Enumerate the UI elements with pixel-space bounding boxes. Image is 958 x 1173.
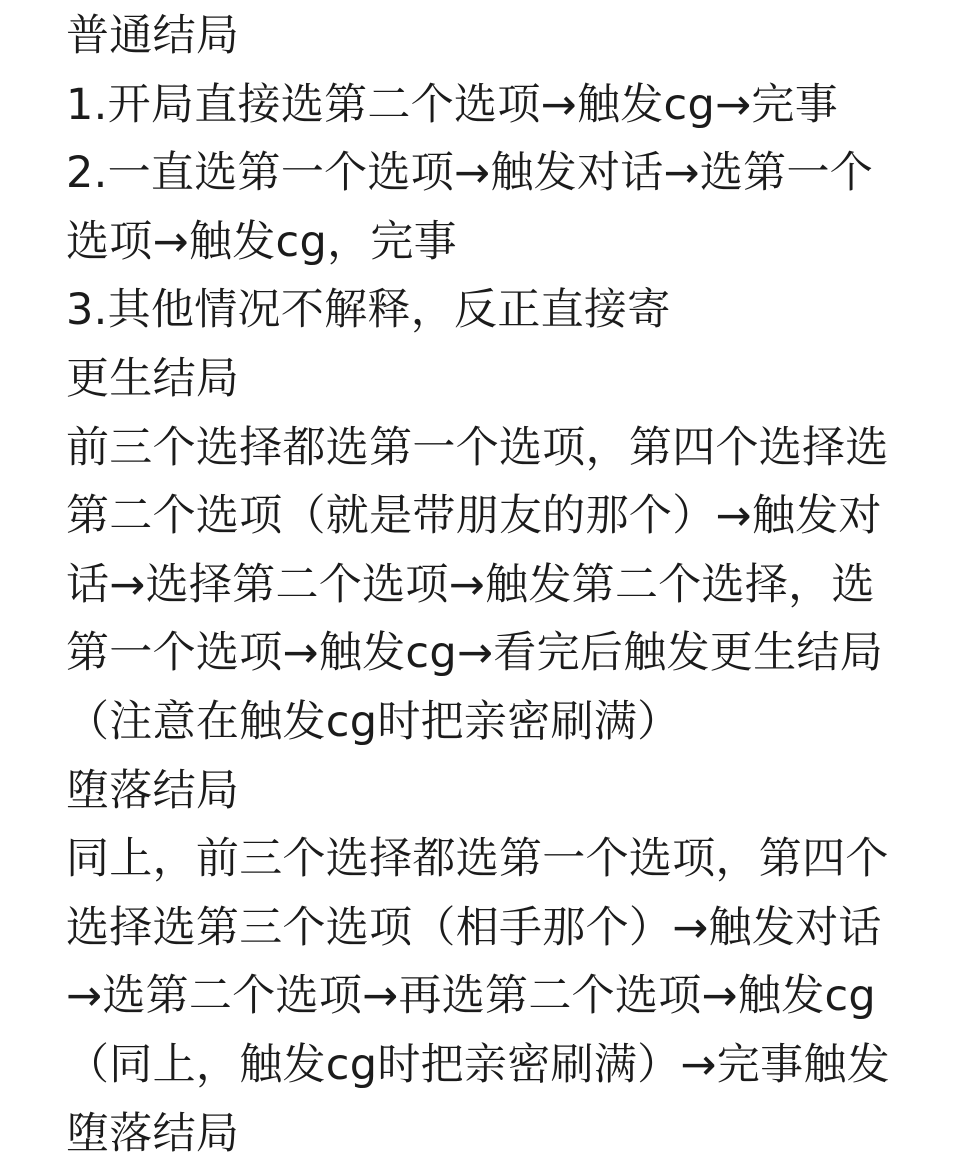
text-line: 第一个选项→触发cg→看完后触发更生结局 (66, 628, 883, 679)
text-line: 3.其他情况不解释，反正直接寄 (66, 285, 671, 336)
text-line: 话→选择第二个选项→触发第二个选择，选 (66, 559, 875, 610)
text-line: 第二个选项（就是带朋友的那个）→触发对 (66, 491, 882, 542)
text-line: （注意在触发cg时把亲密刷满） (66, 696, 681, 747)
heading-normal-ending: 普通结局 (66, 11, 240, 61)
document-text (66, 0, 936, 1168)
text-line: 1.开局直接选第二个选项→触发cg→完事 (66, 79, 839, 130)
text-line: 2.一直选第一个选项→触发对话→选第一个 (66, 148, 874, 199)
text-line: 堕落结局 (66, 1108, 240, 1159)
text-line: 前三个选择都选第一个选项，第四个选择选 (66, 422, 889, 473)
heading-fallen-ending: 堕落结局 (66, 765, 240, 816)
text-line: →选第二个选项→再选第二个选项→触发cg (66, 971, 877, 1022)
text-line: 选择选第三个选项（相手那个）→触发对话 (66, 902, 882, 953)
heading-rebirth-ending: 更生结局 (66, 353, 240, 404)
text-line: 同上，前三个选择都选第一个选项，第四个 (66, 834, 889, 885)
text-line: 选项→触发cg，完事 (66, 216, 457, 267)
text-line: （同上，触发cg时把亲密刷满）→完事触发 (66, 1039, 890, 1090)
